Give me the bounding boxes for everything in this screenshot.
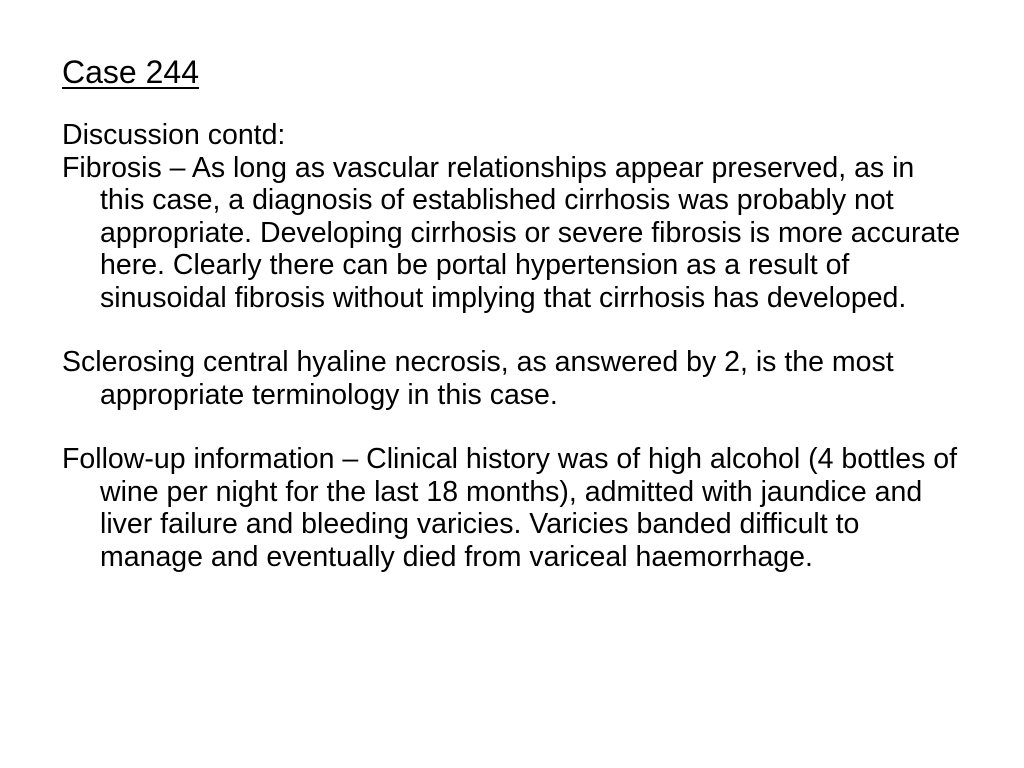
- follow-up-paragraph: Follow-up information – Clinical history was of high alcohol (4 bottles of wine per night for the last 18 months), admitted with jaundice and liver failure and bleeding varicies. Varicies banded difficult to manage and eventually died from variceal haemorrhage.: [62, 443, 958, 573]
- fibrosis-paragraph: Fibrosis – As long as vascular relationships appear preserved, as in this case, a diagnosis of established cirrhosis was probably not appropriate. Developing cirrhosis or severe fibrosis is more accurate here. Clearly there can be portal hypertension as a result of sinusoidal fibrosis without implying that cirrhosis has developed.: [62, 151, 961, 314]
- discussion-heading: Discussion contd:: [62, 119, 286, 151]
- slide-body: [62, 119, 962, 573]
- sclerosing-paragraph: Sclerosing central hyaline necrosis, as answered by 2, is the most appropriate terminology in this case.: [62, 346, 894, 411]
- slide-title: Case 244: [62, 54, 199, 90]
